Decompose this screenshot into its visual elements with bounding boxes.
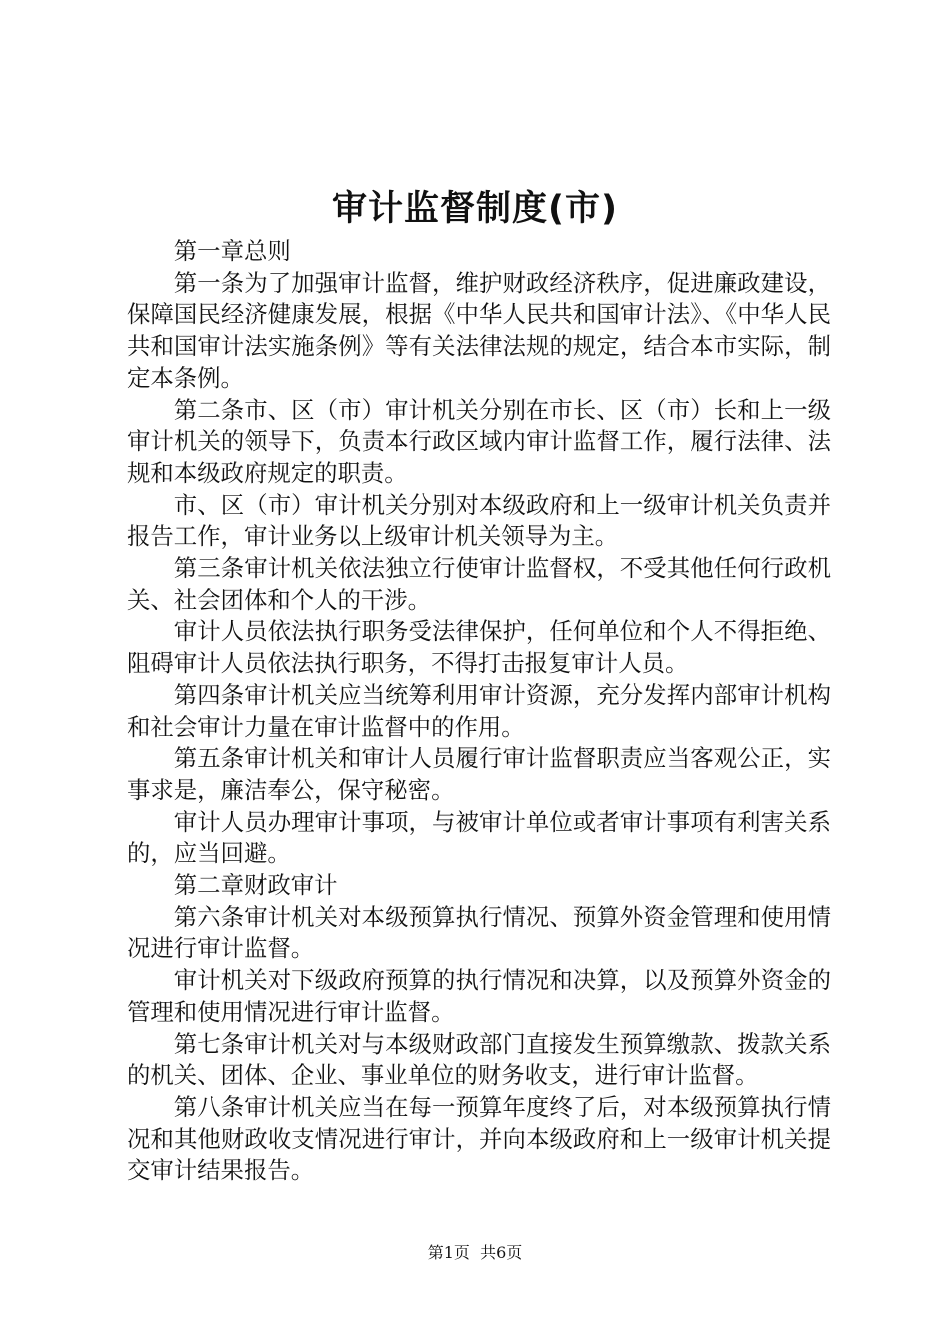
article-paragraph: 审计人员办理审计事项，与被审计单位或者审计事项有利害关系的，应当回避。 — [127, 807, 831, 868]
article-paragraph: 第五条审计机关和审计人员履行审计监督职责应当客观公正，实事求是，廉洁奉公，保守秘密。 — [127, 744, 831, 804]
chapter-heading: 第一章总则 — [173, 237, 291, 265]
page-total: 共6页 — [480, 1243, 523, 1262]
article-paragraph: 第四条审计机关应当统筹利用审计资源，充分发挥内部审计机构和社会审计力量在审计监督中的作用。 — [127, 680, 831, 741]
document-body — [127, 236, 831, 1187]
article-paragraph: 审计机关对下级政府预算的执行情况和决算，以及预算外资金的管理和使用情况进行审计监督。 — [127, 966, 831, 1026]
chapter-heading: 第二章财政审计 — [173, 871, 338, 900]
article-paragraph: 第二条市、区（市）审计机关分别在市长、区（市）长和上一级审计机关的领导下，负责本行政区域内审计监督工作，履行法律、法规和本级政府规定的职责。 — [127, 395, 831, 487]
article-paragraph: 市、区（市）审计机关分别对本级政府和上一级审计机关负责并报告工作，审计业务以上级审计机关领导为主。 — [127, 490, 831, 551]
article-paragraph: 第一条为了加强审计监督，维护财政经济秩序，促进廉政建设，保障国民经济健康发展，根据《中华人民共和国审计法》、《中华人民共和国审计法实施条例》等有关法律法规的规定，结合本市实际，制定本条例。 — [127, 268, 831, 392]
page-footer — [0, 1242, 950, 1264]
page-number: 第1页 — [427, 1243, 470, 1262]
article-paragraph: 第八条审计机关应当在每一预算年度终了后，对本级预算执行情况和其他财政收支情况进行审计，并向本级政府和上一级审计机关提交审计结果报告。 — [127, 1092, 831, 1185]
article-paragraph: 第六条审计机关对本级预算执行情况、预算外资金管理和使用情况进行审计监督。 — [127, 902, 831, 963]
article-paragraph: 第三条审计机关依法独立行使审计监督权，不受其他任何行政机关、社会团体和个人的干涉。 — [127, 554, 831, 614]
article-paragraph: 第七条审计机关对与本级财政部门直接发生预算缴款、拨款关系的机关、团体、企业、事业单位的财务收支，进行审计监督。 — [127, 1029, 831, 1090]
document-title: 审计监督制度(市) — [332, 189, 618, 229]
article-paragraph: 审计人员依法执行职务受法律保护，任何单位和个人不得拒绝、阻碍审计人员依法执行职务，不得打击报复审计人员。 — [127, 617, 831, 678]
